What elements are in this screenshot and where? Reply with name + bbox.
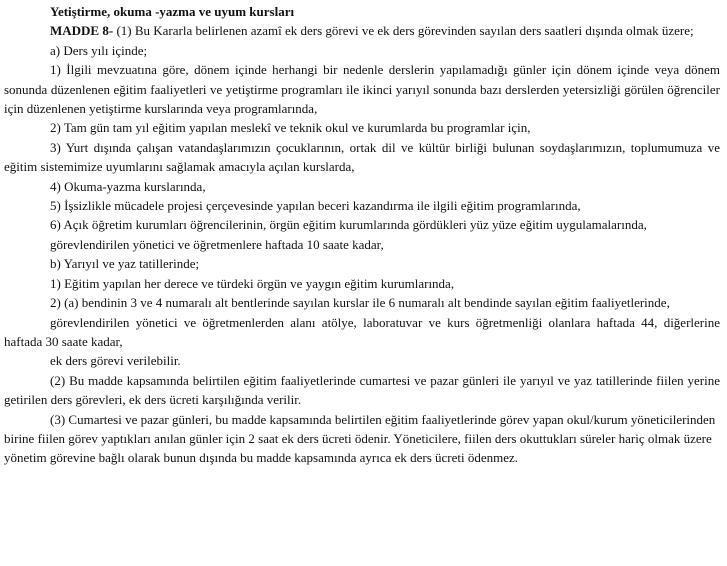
article-label: MADDE 8- (50, 23, 114, 39)
paragraph-a-5: 5) İşsizlikle mücadele projesi çerçevesinde yapılan beceri kazandırma ile ilgili eğitim programlarında, (50, 198, 581, 214)
legal-document (4, 2, 720, 468)
paragraph-a-2: 2) Tam gün tam yıl eğitim yapılan meslekî ve teknik okul ve kurumlarda bu programlar için, (50, 120, 531, 136)
paragraph-b: b) Yarıyıl ve yaz tatillerinde; (50, 256, 200, 272)
article-intro-paragraph (4, 21, 720, 40)
section-heading: Yetiştirme, okuma -yazma ve uyum kursları (50, 4, 295, 19)
paragraph-a-1: 1) İlgili mevzuatına göre, dönem içinde herhangi bir nedenle derslerin yapılamadığı günler için dönem içinde veya dönem sonunda düzenlenen eğitim faaliyetleri ve yetiştirme programları ile ikinci yarıyıl sonunda bazı derslerden yetersizliği görülen öğrenciler için düzenlenen yetiştirme kurslarında veya programlarında, (4, 62, 720, 117)
paragraph-closing: ek ders görevi verilebilir. (50, 353, 181, 369)
paragraph-b-limit: görevlendirilen yönetici ve öğretmenlerden alanı atölye, laboratuvar ve kurs öğretmenliği olanlara haftada 44, diğerlerine haftada 30 saate kadar, (4, 314, 720, 349)
article-intro-text: (1) Bu Kararla belirlenen azamî ek ders görevi ve ek ders görevinden sayılan ders saatleri dışında olmak üzere; (113, 23, 694, 39)
paragraph-a-3: 3) Yurt dışında çalışan vatandaşlarımızın çocuklarının, ortak dil ve kültür birliği bulunan soydaşlarımızın, toplumumuza ve eğitim sistemimize uyumlarını sağlamak amacıyla açılan kurslarda, (4, 139, 720, 175)
paragraph-a: a) Ders yılı içinde; (50, 42, 148, 58)
paragraph-a-limit: görevlendirilen yönetici ve öğretmenlere haftada 10 saate kadar, (50, 236, 384, 252)
paragraph-clause-2: (2) Bu madde kapsamında belirtilen eğitim faaliyetlerinde cumartesi ve pazar günleri ile yarıyıl ve yaz tatillerinde fiilen yerine getirilen ders görevleri, ek ders ücreti karşılığında verilir. (4, 372, 720, 408)
paragraph-b-1: 1) Eğitim yapılan her derece ve türdeki örgün ve yaygın eğitim kurumlarında, (50, 275, 455, 291)
paragraph-a-4: 4) Okuma-yazma kurslarında, (50, 178, 206, 194)
paragraph-a-6: 6) Açık öğretim kurumları öğrencilerinin, örgün eğitim kurumlarında gördükleri yüz yüze eğitim uygulamalarında, (50, 217, 647, 233)
paragraph-clause-3: (3) Cumartesi ve pazar günleri, bu madde kapsamında belirtilen eğitim faaliyetlerinde görev yapan okul/kurum yöneticilerinden birine fiilen görev yaptıkları anılan günler için 2 saat ek ders ücreti ödenir. Yöneticilere, fiilen ders okuttukları süreler hariç olmak üzere yönetim görevine bağlı olarak bunun dışında bu madde kapsamında ayrıca ek ders ücreti ödenmez. (4, 411, 716, 466)
paragraph-b-2: 2) (a) bendinin 3 ve 4 numaralı alt bentlerinde sayılan kurslar ile 6 numaralı alt bendinde sayılan eğitim faaliyetlerinde, (50, 295, 670, 311)
